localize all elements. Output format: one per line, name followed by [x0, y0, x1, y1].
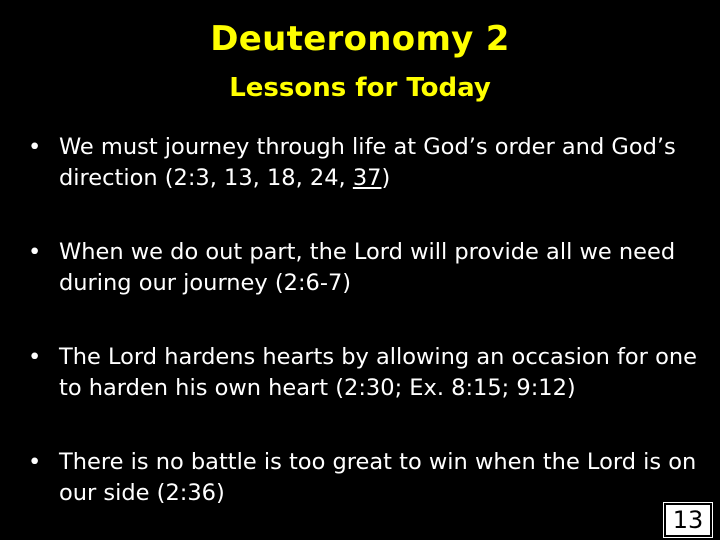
bullet-text-end: ) — [381, 165, 391, 191]
bullet-underlined-reference: 37 — [352, 165, 382, 191]
slide-title: Deuteronomy 2 — [210, 19, 510, 59]
bullet-text: There is no battle is too great to win when the Lord is on our side (2:36) — [59, 449, 697, 506]
bullet-item — [28, 342, 708, 404]
bullet-text: We must journey through life at God’s order and God’s direction (2:3, 13, 18, 24, — [59, 134, 676, 191]
bullet-text: The Lord hardens hearts by allowing an occasion for one to harden his own heart (2:30; Ex. 8:15; 9:12) — [59, 344, 697, 401]
bullet-item — [28, 132, 708, 194]
slide-subtitle: Lessons for Today — [229, 73, 491, 103]
bullet-text: When we do out part, the Lord will provide all we need during our journey (2:6-7) — [59, 239, 676, 296]
bullet-item — [28, 237, 708, 299]
slide-number: 13 — [664, 503, 712, 537]
bullet-item — [28, 447, 708, 509]
bullet-list — [28, 132, 708, 540]
